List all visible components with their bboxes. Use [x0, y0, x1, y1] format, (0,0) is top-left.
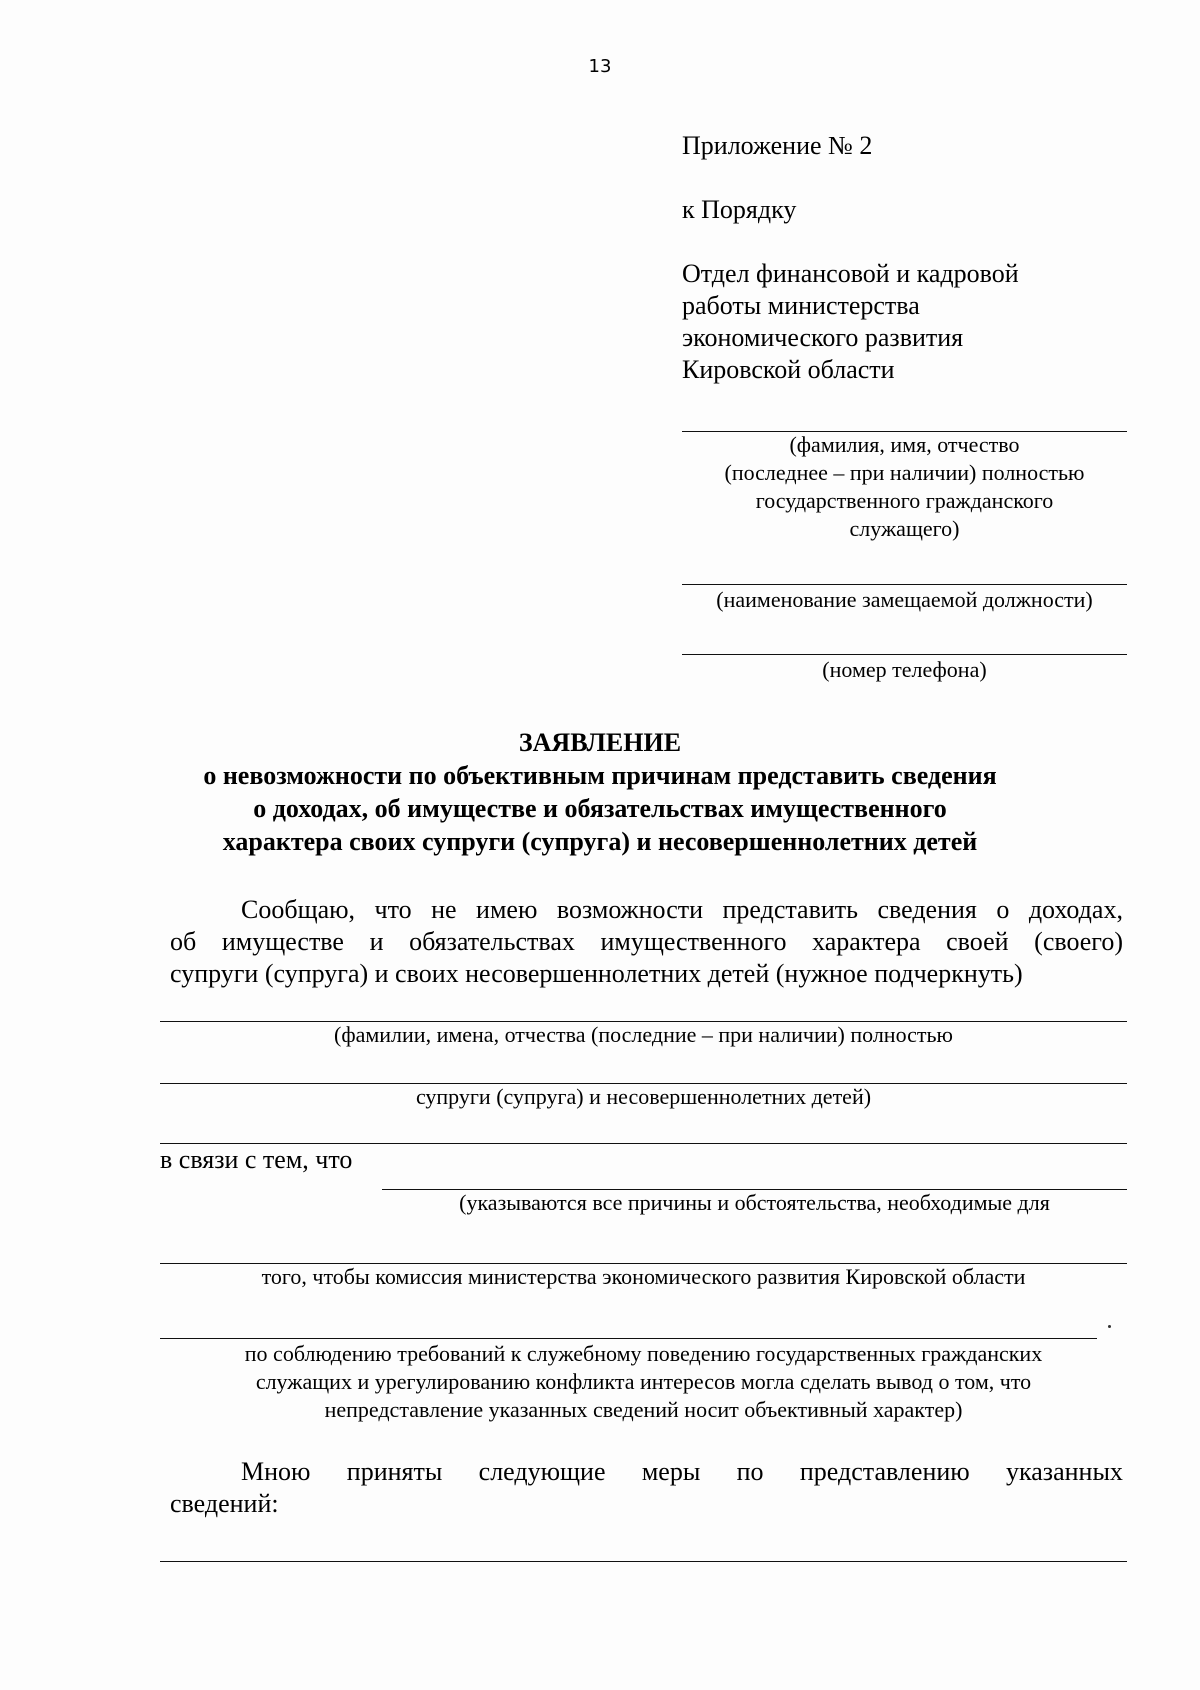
measures-word: меры — [641, 1457, 701, 1486]
statement-word: своей — [946, 927, 1009, 956]
fio-caption-line: государственного гражданского — [755, 488, 1054, 513]
measures-word: указанных — [1006, 1457, 1123, 1486]
statement-word: характера — [812, 927, 921, 956]
statement-word: что — [374, 895, 412, 924]
department-line: Отдел финансовой и кадровой — [682, 259, 1019, 288]
commission-blank-line[interactable] — [160, 1338, 1097, 1339]
statement-word: и — [369, 927, 384, 956]
position-blank-line[interactable] — [682, 584, 1127, 585]
department-line: Кировской области — [682, 355, 895, 384]
fio-caption — [682, 431, 1127, 543]
document-title — [0, 726, 1200, 858]
measures-blank-line[interactable] — [160, 1561, 1127, 1562]
reason-caption-1: (указываются все причины и обстоятельства, необходимые для — [459, 1190, 1050, 1215]
measures-word: представлению — [799, 1457, 970, 1486]
measures-line-2: сведений: — [170, 1489, 279, 1518]
fio-caption-line: служащего) — [849, 516, 960, 541]
commission-caption-line: по соблюдению требований к служебному поведению государственных гражданских — [244, 1341, 1043, 1366]
statement-word: имею — [476, 895, 538, 924]
names-caption-2: супруги (супруга) и несовершеннолетних детей) — [415, 1084, 872, 1109]
to-order-label: к Порядку — [682, 195, 797, 224]
statement-line-2 — [170, 926, 1123, 958]
statement-word: Сообщаю, — [241, 895, 356, 924]
title-subtitle-line: о доходах, об имуществе и обязательствах имущественного — [253, 794, 947, 823]
title-subtitle-line: характера своих супруги (супруга) и несовершеннолетних детей — [222, 827, 978, 856]
scan-speck — [1108, 1325, 1111, 1328]
fio-caption-line: (последнее – при наличии) полностью — [724, 460, 1085, 485]
statement-word: обязательствах — [409, 927, 575, 956]
measures-word: Мною — [241, 1457, 311, 1486]
statement-word: возможности — [556, 895, 704, 924]
commission-caption-line: служащих и урегулированию конфликта интересов могла сделать вывод о том, что — [255, 1369, 1032, 1394]
statement-word: (своего) — [1034, 927, 1123, 956]
statement-line-3: супруги (супруга) и своих несовершеннолетних детей (нужное подчеркнуть) — [170, 959, 1023, 988]
title-subtitle-line: о невозможности по объективным причинам представить сведения — [203, 761, 997, 790]
measures-word: следующие — [478, 1457, 606, 1486]
statement-word: имуществе — [221, 927, 344, 956]
department-addressee — [682, 258, 1019, 386]
position-caption: (наименование замещаемой должности) — [716, 587, 1093, 612]
fio-caption-line: (фамилия, имя, отчество — [789, 432, 1020, 457]
department-line: работы министерства — [682, 291, 920, 320]
statement-word: не — [431, 895, 457, 924]
measures-word: по — [736, 1457, 764, 1486]
statement-line-1 — [241, 894, 1123, 926]
page-number: 13 — [588, 56, 612, 77]
commission-caption-line: непредставление указанных сведений носит объективный характер) — [324, 1397, 963, 1422]
reason-prefix: в связи с тем, что — [160, 1145, 353, 1174]
reason-caption-2: того, чтобы комиссия министерства экономического развития Кировской области — [261, 1264, 1026, 1289]
statement-word: о — [996, 895, 1010, 924]
title-heading: ЗАЯВЛЕНИЕ — [518, 728, 682, 757]
commission-caption — [160, 1340, 1127, 1424]
statement-word: доходах, — [1028, 895, 1123, 924]
measures-word: приняты — [346, 1457, 443, 1486]
department-line: экономического развития — [682, 323, 964, 352]
phone-caption: (номер телефона) — [822, 657, 987, 682]
statement-word: представить — [722, 895, 858, 924]
appendix-label: Приложение № 2 — [682, 131, 873, 160]
statement-word: об — [170, 927, 197, 956]
phone-blank-line[interactable] — [682, 654, 1127, 655]
statement-word: имущественного — [600, 927, 787, 956]
names-caption-1: (фамилии, имена, отчества (последние – при наличии) полностью — [334, 1022, 953, 1047]
measures-line-1 — [241, 1456, 1123, 1488]
statement-word: сведения — [877, 895, 977, 924]
